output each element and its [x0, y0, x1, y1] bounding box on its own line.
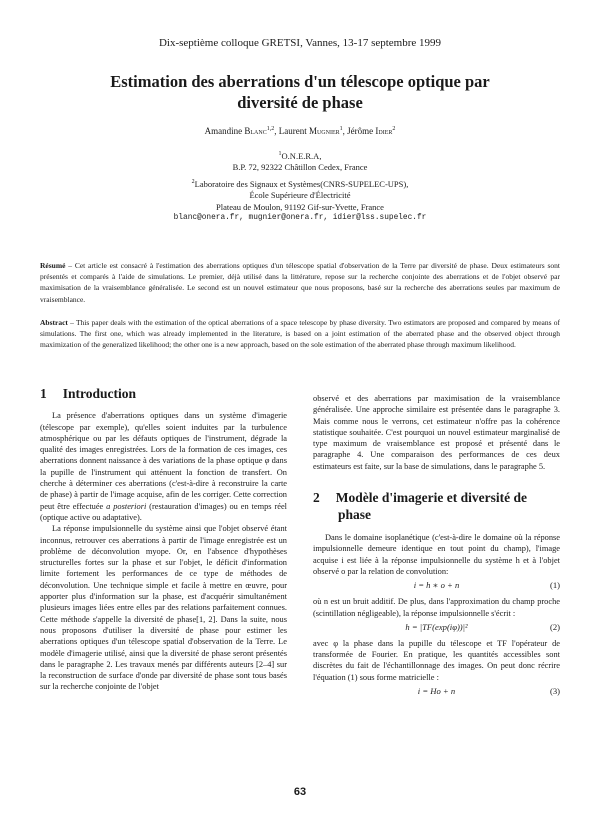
author-1-affil: 1,2: [266, 126, 275, 132]
section-2-title-1: Modèle d'imagerie et diversité de: [335, 490, 527, 506]
resume-block: [40, 260, 560, 305]
section-1-number: 1: [40, 386, 47, 401]
title-line-2: diversité de phase: [237, 93, 363, 112]
affil-1-name: [0, 149, 600, 162]
phi-symbol: φ: [264, 456, 270, 466]
author-1-first: Amandine: [204, 126, 245, 136]
affil-2-text: Laboratoire des Signaux et Systèmes(CNRS-SUPELEC-UPS),: [194, 178, 409, 189]
a-posteriori-text: a posteriori: [106, 501, 147, 511]
section-2-paragraph-1: Dans le domaine isoplanétique (c'est-à-dire le domaine où la réponse impulsionnelle demeure identique en tout point du champ), l'image acquise i est liée à la réponse impulsionnelle du système h et à l'objet observé o par la relation de convolution:: [313, 533, 560, 576]
resume-label: Résumé: [40, 261, 66, 270]
intro-p1-text-a: La présence d'aberrations optiques dans un système d'imagerie (télescope par exemple), qu'elles soient induites par la turbulence atmosphérique ou par les défauts optiques de l'instrument, dégrade la qualité des images enregistrées. Lors de la formation de ces images, ces aberrations donnent naissance à des variations de la phase optique: [40, 411, 287, 466]
author-2-first: , Laurent: [274, 126, 309, 136]
equation-3: [313, 686, 560, 699]
section-2-line-1: [313, 489, 560, 506]
author-2-last: Mugnier: [308, 126, 340, 136]
affil-2-address: Plateau de Moulon, 91192 Gif-sur-Yvette, France: [216, 201, 384, 212]
intro-paragraph-continued: observé et des aberrations par maximisation de la vraisemblance généralisée. Une approche similaire est présentée dans le paragraphe 3. Mais comme nous le verrons, cet estimateur n'offre pas la cohérence statistique souhaitée. C'est pourquoi un nouvel estimateur marginalisé de type maximum de vraisemblance est proposé et présenté dans le paragraphe 4. Une comparaison des performances de ces deux estimateurs est faite, sur la base de simulations, dans le paragraphe 5.: [313, 394, 560, 471]
affiliations: [0, 149, 600, 225]
equation-2: [313, 622, 560, 635]
intro-paragraph-1: [40, 410, 287, 523]
author-list: [0, 126, 600, 136]
page-number: 63: [293, 786, 307, 798]
section-2-number: 2: [313, 490, 320, 506]
author-3-last: Idier: [375, 126, 393, 136]
author-3-affil: 2: [392, 126, 396, 132]
equation-2-number: (2): [549, 621, 560, 632]
equation-1-number: (1): [549, 580, 560, 591]
author-1-last: Blanc: [244, 126, 267, 136]
author-2-affil: 1: [339, 126, 343, 132]
abstract-text: – This paper deals with the estimation of the optical aberrations of a space telescope by phase diversity. Two estimators are proposed and compared by means of simulations. The first one, which was already implemented in the literature, is based on a joint estimation of the aberrated phase and the observed object through maximization of the generalized likelihood; the other one is a new approach, based on the sole estimation of the aberrated phase through maximum likelihood.: [40, 318, 560, 350]
intro-p1-text-b: dans la pupille de l'instrument qui atténuent la fonction de transfert. On cherche à déterminer ces aberrations (c'est-à-dire à reconstruire la carte de phase) à partir de l'image acquise, afin de les corriger. Cette correction peut être effectuée: [40, 456, 287, 511]
affil-1-address: B.P. 72, 92322 Châtillon Cedex, France: [232, 162, 368, 173]
paper-title: [0, 71, 600, 113]
affil-1-text: O.N.E.R.A,: [281, 150, 322, 161]
section-2-paragraph-2: où n est un bruit additif. De plus, dans l'approximation du champ proche (scintillation négligeable), la réponse impulsionnelle s'écrit :: [313, 597, 560, 618]
section-1-title: Introduction: [62, 386, 137, 401]
abstract-block: [40, 317, 560, 351]
title-line-1: Estimation des aberrations d'un télescope optique par: [110, 72, 490, 91]
equation-2-expr: h = |TF(exp(iφ))|²: [405, 621, 468, 632]
equation-1-expr: i = h ∗ o + n: [413, 580, 460, 591]
intro-p1-text-c: (restauration d'images) ou en temps réel (optique active ou adaptative).: [40, 501, 287, 522]
section-1-heading: [40, 388, 287, 399]
section-2-paragraph-3: avec φ la phase dans la pupille du télescope et TF l'opérateur de transformée de Fourier. En pratique, les quantités accessibles sont discrètes du fait de l'échantillonnage des images. On peut donc récrire l'équation (1) sous forme matricielle :: [313, 638, 560, 682]
resume-text: – Cet article est consacré à l'estimation des aberrations optiques d'un télescope spatial d'observation de la Terre par diversité de phase. Deux estimateurs sont présentés et comparés à l'aide de simulations. Le premier, déjà utilisé dans la littérature, repose sur la recherche conjointe des aberrations et de l'objet observé par maximisation de la vraisemblance généralisée. Le second est un nouvel estimateur que nous proposons, basé sur la recherche des aberrations seules par maximum de vraisemblance.: [40, 261, 560, 304]
equation-1: [313, 580, 560, 593]
left-column: [40, 388, 287, 693]
email-list[interactable]: blanc@onera.fr, mugnier@onera.fr, idier@lss.supelec.fr: [173, 214, 427, 223]
intro-paragraph-2: La réponse impulsionnelle du système ainsi que l'objet observé étant inconnus, retrouver ces aberrations à partir de l'image enregistrée est un problème de déconvolution myope. Or, en l'absence d'hypothèses structurelles fortes sur la phase et sur l'objet, le déficit d'information limite fortement les performances de ce type de méthodes de déconvolution. Une technique simple et facile à mettre en œuvre, pour apporter plus d'information sur la phase, est d'acquérir simultanément plusieurs images liées entre elles par des relations parfaitement connues. Cette méthode s'appelle la diversité de phase[1, 2]. Dans la suite, nous nous proposons d'utiliser la diversité de phase pour estimer les aberrations optiques d'un télescope spatial d'observation de la Terre. Le modèle d'imagerie utilisé, ainsi que la diversité de phase seront présentés dans le paragraphe 2. Les travaux menés par différents auteurs [2–4] sur la reconstruction de surface d'onde par diversité de phase sont tous basés sur la recherche conjointe de l'objet: [40, 524, 287, 692]
affil-2-sup: 2: [191, 178, 195, 185]
affil-2-school: École Supérieure d'Électricité: [249, 190, 351, 201]
abstract-label: Abstract: [40, 318, 68, 327]
equation-3-expr: i = Ho + n: [417, 686, 456, 697]
affil-2-name: [0, 177, 600, 190]
author-3-first: , Jérôme: [342, 126, 376, 136]
affil-1-sup: 1: [278, 151, 282, 157]
section-2-heading: [313, 489, 560, 523]
right-column: [313, 393, 560, 702]
conference-header: Dix-septième colloque GRETSI, Vannes, 13-17 septembre 1999: [158, 37, 442, 49]
section-2-line-2: phase: [338, 507, 372, 523]
equation-3-number: (3): [549, 686, 560, 697]
